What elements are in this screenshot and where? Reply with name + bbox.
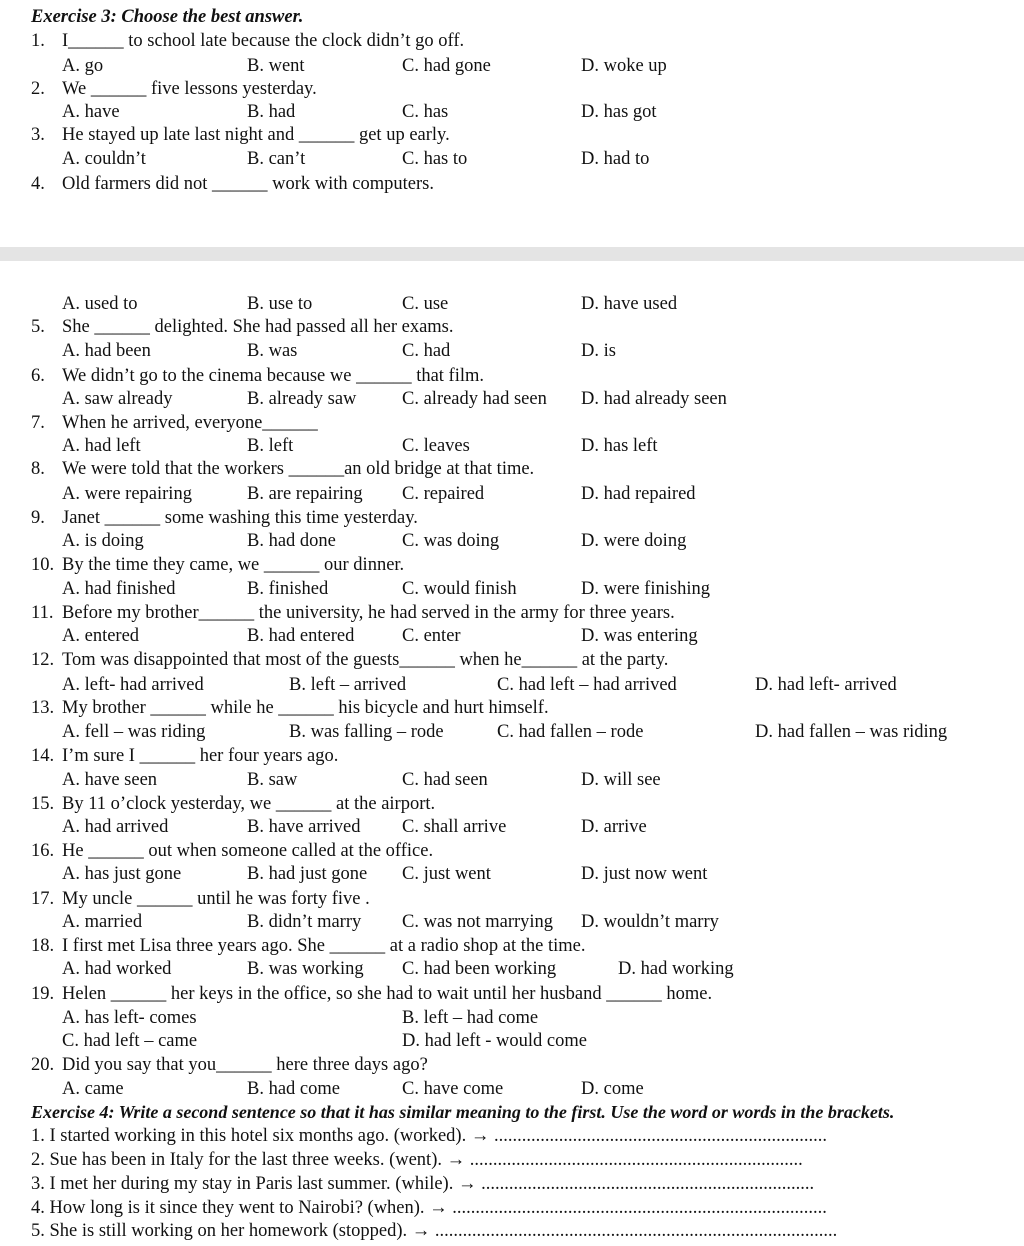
exercise-3-title: Exercise 3: Choose the best answer. xyxy=(31,7,304,27)
question-text: I’m sure I ______ her four years ago. xyxy=(62,746,339,766)
option-c: C. repaired xyxy=(402,484,485,504)
question-text: He ______ out when someone called at the office. xyxy=(62,841,434,861)
question-number: 19. xyxy=(31,984,55,1004)
option-d: D. had working xyxy=(618,959,734,979)
question-text: I______ to school late because the clock didn’t go off. xyxy=(62,31,465,51)
question-number: 20. xyxy=(31,1055,55,1075)
option-d: D. were finishing xyxy=(581,579,710,599)
option-d: D. was entering xyxy=(581,626,698,646)
question-number: 9. xyxy=(31,508,45,528)
question-text: My uncle ______ until he was forty five . xyxy=(62,889,370,909)
option-b: B. had entered xyxy=(247,626,355,646)
option-d: D. just now went xyxy=(581,864,708,884)
option-c: C. had fallen – rode xyxy=(497,722,644,742)
question-text: Before my brother______ the university, he had served in the army for three years. xyxy=(62,603,675,623)
option-a: A. had finished xyxy=(62,579,176,599)
option-d: D. had to xyxy=(581,149,650,169)
option-a: A. fell – was riding xyxy=(62,722,206,742)
option-b: B. finished xyxy=(247,579,329,599)
question-number: 5. xyxy=(31,317,45,337)
option-c: C. use xyxy=(402,294,449,314)
option-d: D. were doing xyxy=(581,531,687,551)
option-d: D. will see xyxy=(581,770,661,790)
option-a: A. married xyxy=(62,912,143,932)
question-number: 15. xyxy=(31,794,55,814)
option-c: C. had seen xyxy=(402,770,488,790)
question-number: 16. xyxy=(31,841,55,861)
rewrite-item: 1. I started working in this hotel six months ago. (worked). → ........................................................................ xyxy=(31,1126,827,1146)
question-number: 2. xyxy=(31,79,45,99)
option-a: A. couldn’t xyxy=(62,149,146,169)
option-a: A. had arrived xyxy=(62,817,169,837)
rewrite-item: 2. Sue has been in Italy for the last three weeks. (went). → ........................................................................ xyxy=(31,1150,803,1170)
option-b: B. left – arrived xyxy=(289,675,407,695)
option-b: B. already saw xyxy=(247,389,357,409)
option-b: B. had done xyxy=(247,531,336,551)
question-text: I first met Lisa three years ago. She ______ at a radio shop at the time. xyxy=(62,936,586,956)
option-c: C. have come xyxy=(402,1079,504,1099)
question-number: 17. xyxy=(31,889,55,909)
option-d: D. had already seen xyxy=(581,389,727,409)
question-text: By 11 o’clock yesterday, we ______ at the airport. xyxy=(62,794,436,814)
question-text: Old farmers did not ______ work with computers. xyxy=(62,174,434,194)
option-d: D. have used xyxy=(581,294,678,314)
question-text: We didn’t go to the cinema because we ______ that film. xyxy=(62,366,485,386)
option-a: A. has left- comes xyxy=(62,1008,197,1028)
question-number: 4. xyxy=(31,174,45,194)
option-c: C. had left – came xyxy=(62,1031,198,1051)
option-b: B. had xyxy=(247,102,296,122)
question-number: 6. xyxy=(31,366,45,386)
option-b: B. left – had come xyxy=(402,1008,539,1028)
option-b: B. was xyxy=(247,341,298,361)
question-text: Did you say that you______ here three days ago? xyxy=(62,1055,428,1075)
option-c: C. had gone xyxy=(402,56,491,76)
question-number: 14. xyxy=(31,746,55,766)
option-c: C. has xyxy=(402,102,449,122)
question-number: 7. xyxy=(31,413,45,433)
option-a: A. came xyxy=(62,1079,124,1099)
question-number: 1. xyxy=(31,31,45,51)
rewrite-item: 5. She is still working on her homework (stopped). → ....................................................................................... xyxy=(31,1221,838,1241)
question-number: 18. xyxy=(31,936,55,956)
question-number: 13. xyxy=(31,698,55,718)
option-a: A. is doing xyxy=(62,531,144,551)
question-number: 8. xyxy=(31,459,45,479)
question-number: 10. xyxy=(31,555,55,575)
exercise-4-title: Exercise 4: Write a second sentence so that it has similar meaning to the first. Use the word or words in the brackets. xyxy=(31,1102,895,1122)
option-b: B. saw xyxy=(247,770,298,790)
option-c: C. leaves xyxy=(402,436,470,456)
option-c: C. has to xyxy=(402,149,468,169)
question-text: Helen ______ her keys in the office, so she had to wait until her husband ______ home. xyxy=(62,984,713,1004)
option-a: A. left- had arrived xyxy=(62,675,204,695)
question-number: 3. xyxy=(31,125,45,145)
option-c: C. already had seen xyxy=(402,389,547,409)
option-a: A. were repairing xyxy=(62,484,192,504)
option-b: B. can’t xyxy=(247,149,306,169)
option-a: A. had left xyxy=(62,436,141,456)
option-d: D. come xyxy=(581,1079,644,1099)
option-b: B. have arrived xyxy=(247,817,361,837)
option-b: B. are repairing xyxy=(247,484,363,504)
question-number: 12. xyxy=(31,650,55,670)
option-a: A. entered xyxy=(62,626,140,646)
question-text: We ______ five lessons yesterday. xyxy=(62,79,317,99)
option-c: C. was doing xyxy=(402,531,500,551)
option-b: B. left xyxy=(247,436,294,456)
option-a: A. had been xyxy=(62,341,151,361)
question-text: My brother ______ while he ______ his bicycle and hurt himself. xyxy=(62,698,549,718)
question-text: When he arrived, everyone______ xyxy=(62,413,318,433)
question-text: We were told that the workers ______an old bridge at that time. xyxy=(62,459,535,479)
rewrite-item: 3. I met her during my stay in Paris last summer. (while). → ........................................................................ xyxy=(31,1174,815,1194)
question-text: He stayed up late last night and ______ get up early. xyxy=(62,125,450,145)
option-b: B. was falling – rode xyxy=(289,722,444,742)
option-c: C. had xyxy=(402,341,451,361)
option-a: A. have seen xyxy=(62,770,158,790)
option-d: D. arrive xyxy=(581,817,647,837)
option-a: A. has just gone xyxy=(62,864,182,884)
option-c: C. had been working xyxy=(402,959,557,979)
question-text: By the time they came, we ______ our dinner. xyxy=(62,555,405,575)
option-d: D. had left - would come xyxy=(402,1031,587,1051)
option-d: D. had repaired xyxy=(581,484,696,504)
option-d: D. is xyxy=(581,341,616,361)
question-number: 11. xyxy=(31,603,54,623)
option-d: D. has got xyxy=(581,102,657,122)
rewrite-item: 4. How long is it since they went to Nairobi? (when). → ................................................................................. xyxy=(31,1198,827,1218)
option-a: A. used to xyxy=(62,294,138,314)
option-b: B. use to xyxy=(247,294,313,314)
option-c: C. enter xyxy=(402,626,461,646)
option-d: D. had left- arrived xyxy=(755,675,897,695)
page-break-gap xyxy=(0,247,1024,261)
option-d: D. had fallen – was riding xyxy=(755,722,948,742)
option-a: A. had worked xyxy=(62,959,172,979)
option-b: B. had just gone xyxy=(247,864,368,884)
option-b: B. was working xyxy=(247,959,364,979)
option-c: C. just went xyxy=(402,864,491,884)
option-b: B. had come xyxy=(247,1079,340,1099)
option-c: C. would finish xyxy=(402,579,517,599)
option-d: D. wouldn’t marry xyxy=(581,912,719,932)
option-a: A. saw already xyxy=(62,389,173,409)
question-text: Tom was disappointed that most of the guests______ when he______ at the party. xyxy=(62,650,669,670)
question-text: She ______ delighted. She had passed all her exams. xyxy=(62,317,454,337)
option-c: C. had left – had arrived xyxy=(497,675,677,695)
option-b: B. didn’t marry xyxy=(247,912,362,932)
option-b: B. went xyxy=(247,56,305,76)
question-text: Janet ______ some washing this time yesterday. xyxy=(62,508,418,528)
option-d: D. has left xyxy=(581,436,658,456)
option-a: A. go xyxy=(62,56,104,76)
option-c: C. was not marrying xyxy=(402,912,554,932)
option-a: A. have xyxy=(62,102,120,122)
option-d: D. woke up xyxy=(581,56,667,76)
option-c: C. shall arrive xyxy=(402,817,507,837)
